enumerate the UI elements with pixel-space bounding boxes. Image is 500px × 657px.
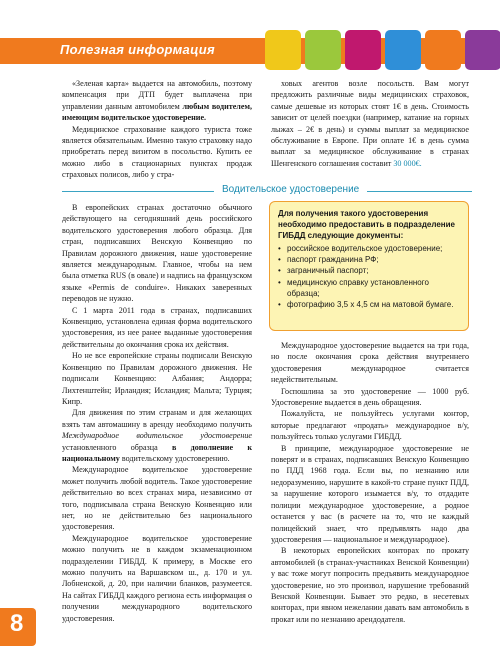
section-rule-left — [62, 191, 214, 192]
paragraph-international-required: Для движения по этим странам и для желающих взять там автомашину в аренду необходимо получить Международное водительское удостоверение установленного образца в дополнение к национальному водительскому удостоверению. — [62, 408, 252, 463]
italic-emphasis: Международное водительское удостоверение — [62, 431, 252, 441]
paragraph-car-rental: В некоторых европейских конторах по прокату автомобилей (в странах-участниках Венской Конвенции) у вас тоже могут попросить предъявить международное удостоверение, но это произвол, нарушение требований Венской Конвенции. Бывает это редко, в несетевых конторах, при явном нежелании давать вам автомобиль в прокат или по незнанию арендодателя. — [271, 546, 469, 624]
paragraph-russian-license: В европейских странах достаточно обычного действующего на сегодняшний день российского водительского удостоверения любого образца. Для стран, подписавших Венскую Конвенцию по Правилам дорожного движения, наше удостоверение является международным. Главное, чтобы на нем была отметка RUS (в овале) и надпись на французском языке «Permis de conduire». Никаких заверенных переводов не нужно. — [62, 203, 252, 304]
page-number: 8 — [10, 610, 24, 637]
column-left-bottom — [62, 202, 252, 624]
paragraph-medical-insurance: Медицинское страхование каждого туриста тоже является обязательным. Именно такую страховку надо приобретать перед визитом в посольство. Купить ее можно либо в стационарных пунктах продаж страховых полисов, либо у стра- — [62, 124, 252, 180]
list-item: • российское водительское удостоверение; — [278, 244, 443, 253]
documents-list — [278, 243, 460, 310]
section-heading — [62, 183, 472, 199]
page-number-tab — [0, 608, 36, 646]
bold-emphasis: в дополнение к национальному — [62, 442, 252, 463]
paragraph-who-can-get: Международное водительское удостоверение может получить любой водитель. Такое удостоверение действительно во всех странах мира, независимо от того, подписывала страна Венскую Конвенцию или нет, но не действительно без национального удостоверения. — [62, 465, 252, 532]
paragraph-vienna-convention: В принципе, международное удостоверение не поверят и в странах, подписавших Венскую Конвенцию по ПДД 1968 года. Если вы, по незнанию или недоразумению, нарушите в какой-то стране пункт ПДД, за нарушение которого изымается в/у, то отдадите полиции международное удостоверение, а родное останется у вас (в расчете на то, что не каждый полицейский знает, что предъявлять надо два удостоверения — национальное и международное). — [271, 443, 469, 544]
swatch-yellow — [265, 30, 301, 70]
bullet-icon: • — [278, 277, 281, 287]
paragraph-2011-form: С 1 марта 2011 года в странах, подписавших Конвенцию, установлена единая форма водительского удостоверения, из нее ранее выданные удостоверения действительны до окончания срока их действия. — [62, 305, 252, 349]
swatch-magenta — [345, 30, 381, 70]
coverage-amount: 30 000€. — [393, 158, 422, 168]
column-left-top — [62, 78, 252, 181]
section-header-title: Полезная информация — [60, 42, 215, 57]
list-item: • фотографию 3,5 х 4,5 см на матовой бумаге. — [278, 300, 454, 310]
bullet-icon: • — [278, 300, 281, 310]
list-item: • заграничный паспорт; — [278, 266, 369, 276]
column-right-bottom — [271, 340, 469, 625]
section-title: Водительское удостоверение — [222, 184, 360, 195]
paragraph-validity: Международное удостоверение выдается на три года, но после окончания срока действия внутреннего удостоверения международное считается недействительным. — [271, 341, 469, 385]
paragraph-fee: Госпошлина за это удостоверение — 1000 руб. Удостоверение выдается в день обращения. — [271, 386, 469, 408]
callout-heading: Для получения такого удостоверения необходимо предоставить в подразделение ГИБДД следующие документы: — [278, 209, 455, 240]
bold-emphasis: любым водителем, имеющим водительское удостоверение. — [62, 101, 252, 123]
swatch-purple — [465, 30, 500, 70]
documents-callout-box — [269, 201, 469, 331]
bullet-icon: • — [278, 266, 281, 276]
swatch-green — [305, 30, 341, 70]
paragraph-warning-agencies: Пожалуйста, не пользуйтесь услугами контор, которые предлагают «продать» международное в/у, пользуйтесь только услугами ГИБДД. — [271, 409, 469, 442]
section-rule-right — [367, 191, 472, 192]
list-item: • паспорт гражданина РФ; — [278, 255, 379, 265]
bullet-icon: • — [278, 244, 281, 253]
paragraph-green-card: «Зеленая карта» выдается на автомобиль, поэтому компенсация при ДТП будет выплачена при управлении данным автомобилем любым водителем, имеющим водительское удостоверение. — [62, 79, 252, 123]
swatch-orange — [425, 30, 461, 70]
paragraph-insurance-cost: ховых агентов возле посольств. Вам могут предложить различные виды медицинских страховок, самые дешевые из которых стоят 1€ в день. Стоимость зависит от целей поездки (например, катание на горных лыжах – 2€ в день) и суммы выплат за медицинское обслуживание в Европе. При оплате 1€ в день сумма выплат за медицинское обслуживание в странах Шенгенского соглашения составит 30 000€. — [271, 79, 469, 168]
paragraph-where-to-get: Международное водительское удостоверение можно получить не в каждом экзаменационном подразделении ГИБДД. К примеру, в Москве его можно получить на Варшавском ш., д. 170 и ул. Лобненской, д. 20, при наличии бланков, разумеется. На сайтах ГИБДД каждого региона есть информация о получении международного водительского удостоверения. — [62, 533, 252, 623]
column-right-top — [271, 78, 469, 169]
list-item: • медицинскую справку установленного образца; — [278, 277, 429, 298]
swatch-blue — [385, 30, 421, 70]
paragraph-non-signatories: Но не все европейские страны подписали Венскую Конвенцию по Правилам дорожного движения. Не подписали Конвенцию: Албания; Андорра; Лихтенштейн; Ирландия; Исландия; Мальта; Турция; Кипр. — [62, 351, 252, 406]
bullet-icon: • — [278, 255, 281, 265]
